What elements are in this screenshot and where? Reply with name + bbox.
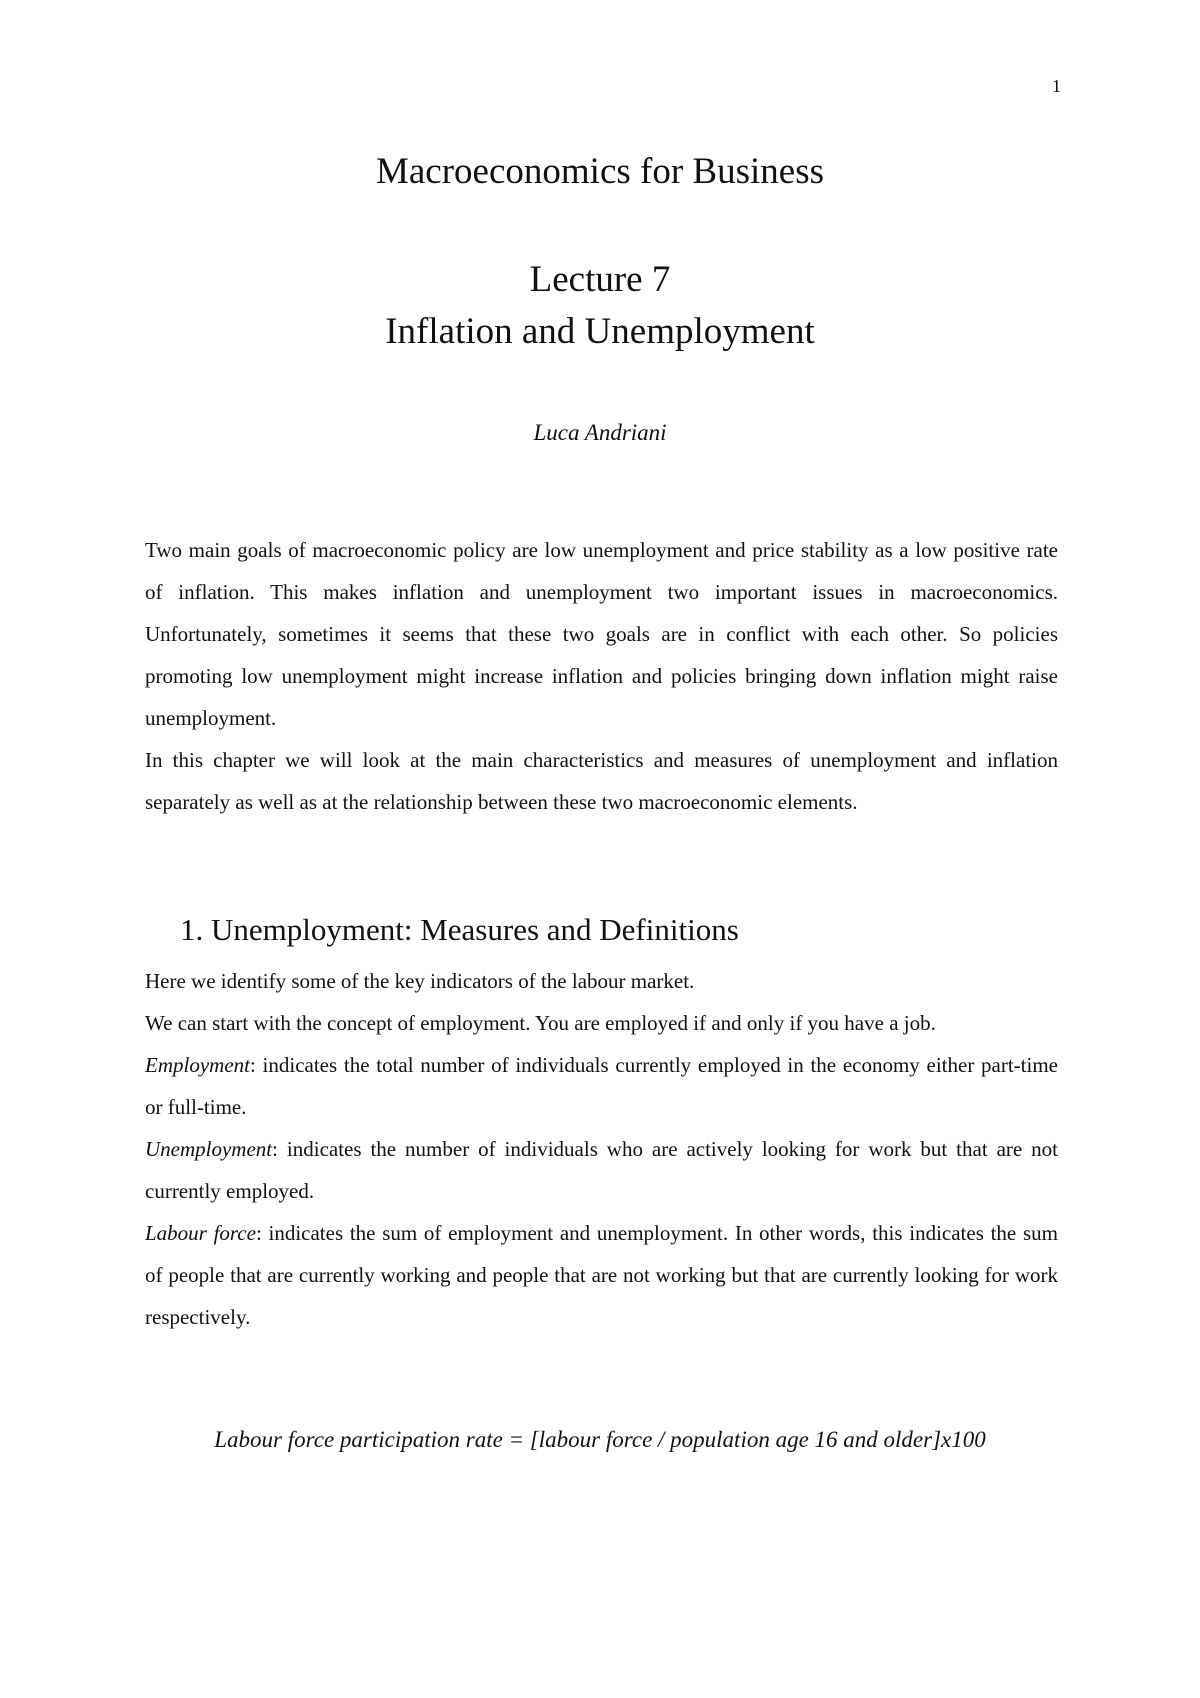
definition-text: : indicates the number of individuals who are actively looking for work but that are not currently employed. [145, 1137, 1058, 1203]
definition-term: Labour force [145, 1221, 256, 1245]
definition-labour-force [145, 1212, 1058, 1338]
intro-section [145, 529, 1058, 823]
lecture-number: Lecture 7 [529, 259, 671, 300]
section-paragraph-1: Here we identify some of the key indicators of the labour market. [145, 969, 695, 993]
intro-paragraph-2: In this chapter we will look at the main characteristics and measures of unemployment and inflation separately as well as at the relationship between these two macroeconomic elements. [145, 748, 1058, 814]
lecture-title: Inflation and Unemployment [385, 311, 815, 352]
section-body [145, 960, 1058, 1338]
intro-paragraph-1: Two main goals of macroeconomic policy are low unemployment and price stability as a low positive rate of inflation. This makes inflation and unemployment two important issues in macroeconomics. Unfortunately, sometimes it seems that these two goals are in conflict with each other. So policies promoting low unemployment might increase inflation and policies bringing down inflation might raise unemployment. [145, 538, 1058, 730]
definition-employment [145, 1044, 1058, 1128]
section-heading: 1. Unemployment: Measures and Definitions [180, 912, 739, 947]
definition-term: Unemployment [145, 1137, 273, 1161]
participation-rate-formula: Labour force participation rate = [labour force / population age 16 and older]x100 [214, 1427, 986, 1452]
definition-term: Employment [145, 1053, 250, 1077]
author-name: Luca Andriani [533, 420, 667, 445]
document-title: Macroeconomics for Business [375, 151, 824, 192]
section-paragraph-2: We can start with the concept of employment. You are employed if and only if you have a job. [145, 1011, 936, 1035]
page-number: 1 [1052, 76, 1061, 96]
definition-unemployment [145, 1128, 1058, 1212]
definition-text: : indicates the sum of employment and unemployment. In other words, this indicates the sum of people that are currently working and people that are not working but that are currently looking for work respectively. [145, 1221, 1058, 1329]
definition-text: : indicates the total number of individuals currently employed in the economy either part-time or full-time. [145, 1053, 1058, 1119]
